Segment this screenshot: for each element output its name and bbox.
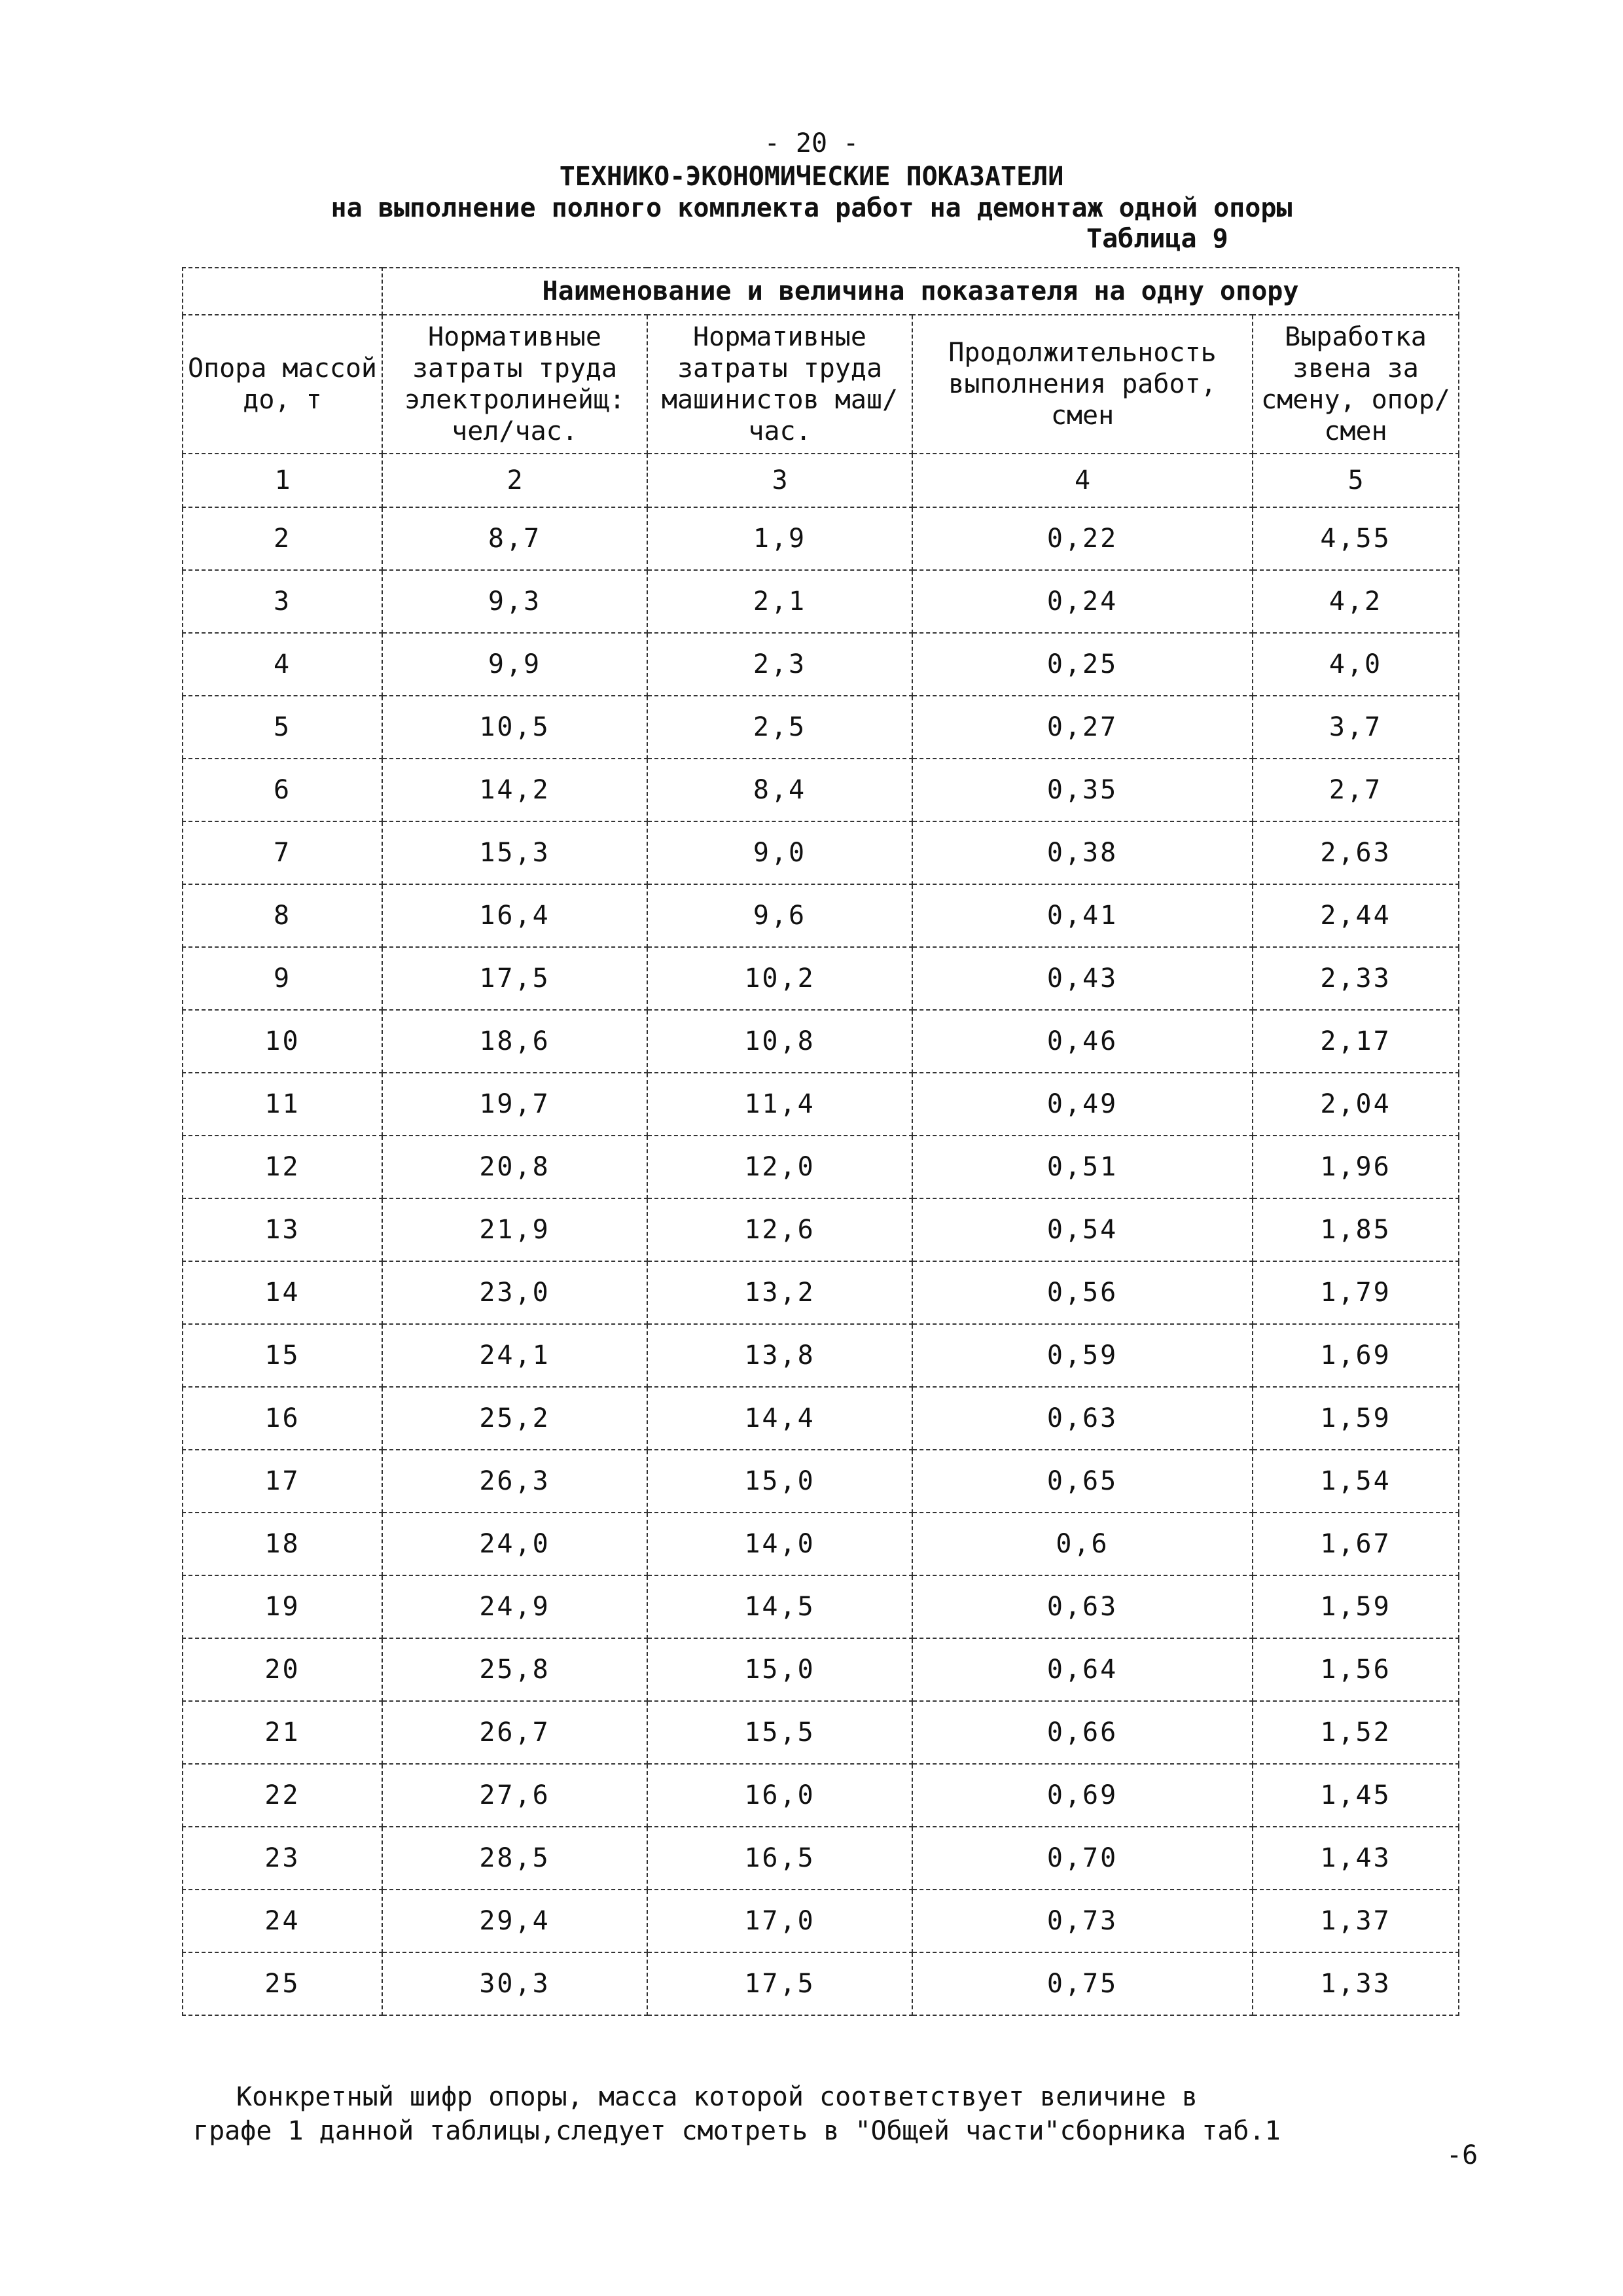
cell-labor-electricians: 24,9 bbox=[382, 1575, 647, 1638]
cell-duration: 0,69 bbox=[912, 1764, 1253, 1827]
cell-labor-electricians: 26,3 bbox=[382, 1450, 647, 1513]
cell-output: 1,45 bbox=[1253, 1764, 1459, 1827]
page-subtitle: на выполнение полного комплекта работ на демонтаж одной опоры bbox=[330, 193, 1293, 223]
cell-mass: 3 bbox=[183, 570, 382, 633]
cell-labor-electricians: 26,7 bbox=[382, 1701, 647, 1764]
cell-labor-electricians: 23,0 bbox=[382, 1261, 647, 1324]
cell-output: 1,59 bbox=[1253, 1575, 1459, 1638]
page-code: -6 bbox=[1446, 2140, 1478, 2170]
cell-output: 1,96 bbox=[1253, 1136, 1459, 1198]
table-row bbox=[183, 1827, 1459, 1890]
cell-labor-operators: 2,3 bbox=[647, 633, 912, 696]
cell-labor-operators: 12,0 bbox=[647, 1136, 912, 1198]
cell-mass: 13 bbox=[183, 1198, 382, 1261]
cell-labor-operators: 15,5 bbox=[647, 1701, 912, 1764]
column-number: 4 bbox=[912, 454, 1253, 507]
cell-mass: 23 bbox=[183, 1827, 382, 1890]
cell-labor-operators: 17,0 bbox=[647, 1890, 912, 1952]
table-row bbox=[183, 1261, 1459, 1324]
cell-duration: 0,22 bbox=[912, 507, 1253, 570]
column-number: 2 bbox=[382, 454, 647, 507]
cell-duration: 0,27 bbox=[912, 696, 1253, 759]
cell-mass: 25 bbox=[183, 1952, 382, 2015]
cell-mass: 20 bbox=[183, 1638, 382, 1701]
column-number-row bbox=[183, 454, 1459, 507]
cell-labor-electricians: 25,2 bbox=[382, 1387, 647, 1450]
cell-labor-operators: 14,5 bbox=[647, 1575, 912, 1638]
header-corner-cell bbox=[183, 268, 382, 315]
cell-mass: 22 bbox=[183, 1764, 382, 1827]
cell-labor-operators: 1,9 bbox=[647, 507, 912, 570]
cell-output: 2,17 bbox=[1253, 1010, 1459, 1073]
page-title: ТЕХНИКО-ЭКОНОМИЧЕСКИЕ ПОКАЗАТЕЛИ bbox=[559, 162, 1064, 192]
col-header-output: Выработка звена за смену, опор/смен bbox=[1253, 315, 1459, 454]
table-row bbox=[183, 696, 1459, 759]
cell-output: 4,2 bbox=[1253, 570, 1459, 633]
cell-mass: 21 bbox=[183, 1701, 382, 1764]
column-number: 1 bbox=[183, 454, 382, 507]
cell-mass: 24 bbox=[183, 1890, 382, 1952]
cell-duration: 0,38 bbox=[912, 821, 1253, 884]
cell-output: 1,37 bbox=[1253, 1890, 1459, 1952]
cell-output: 1,67 bbox=[1253, 1513, 1459, 1575]
table-row bbox=[183, 633, 1459, 696]
cell-labor-operators: 16,0 bbox=[647, 1764, 912, 1827]
cell-labor-electricians: 14,2 bbox=[382, 759, 647, 821]
column-number: 3 bbox=[647, 454, 912, 507]
table-row bbox=[183, 1136, 1459, 1198]
cell-labor-electricians: 19,7 bbox=[382, 1073, 647, 1136]
cell-duration: 0,59 bbox=[912, 1324, 1253, 1387]
cell-output: 2,44 bbox=[1253, 884, 1459, 947]
cell-labor-electricians: 24,0 bbox=[382, 1513, 647, 1575]
table-row bbox=[183, 570, 1459, 633]
col-header-duration: Продолжительность выполнения работ, смен bbox=[912, 315, 1253, 454]
cell-mass: 10 bbox=[183, 1010, 382, 1073]
cell-labor-operators: 2,1 bbox=[647, 570, 912, 633]
cell-labor-electricians: 9,9 bbox=[382, 633, 647, 696]
cell-duration: 0,24 bbox=[912, 570, 1253, 633]
table-row bbox=[183, 884, 1459, 947]
cell-labor-electricians: 30,3 bbox=[382, 1952, 647, 2015]
table-row bbox=[183, 1513, 1459, 1575]
table-row bbox=[183, 1010, 1459, 1073]
table-row bbox=[183, 1952, 1459, 2015]
cell-output: 1,52 bbox=[1253, 1701, 1459, 1764]
column-number: 5 bbox=[1253, 454, 1459, 507]
cell-duration: 0,64 bbox=[912, 1638, 1253, 1701]
cell-mass: 18 bbox=[183, 1513, 382, 1575]
cell-duration: 0,49 bbox=[912, 1073, 1253, 1136]
footnote-line-1: Конкретный шифр опоры, масса которой соответствует величине в bbox=[236, 2082, 1198, 2112]
cell-labor-operators: 15,0 bbox=[647, 1638, 912, 1701]
cell-duration: 0,65 bbox=[912, 1450, 1253, 1513]
col-header-mass: Опора массой до, т bbox=[183, 315, 382, 454]
table-row bbox=[183, 821, 1459, 884]
header-row-top bbox=[183, 268, 1459, 315]
table-row bbox=[183, 1575, 1459, 1638]
col-header-labor-operators: Нормативные затраты труда машинистов маш/час. bbox=[647, 315, 912, 454]
cell-mass: 14 bbox=[183, 1261, 382, 1324]
footnote-line-2: графе 1 данной таблицы,следует смотреть в "Общей части"сборника таб.1 bbox=[193, 2116, 1281, 2146]
cell-output: 1,43 bbox=[1253, 1827, 1459, 1890]
cell-output: 2,04 bbox=[1253, 1073, 1459, 1136]
cell-output: 1,79 bbox=[1253, 1261, 1459, 1324]
page-number: - 20 - bbox=[764, 128, 859, 158]
table-label: Таблица 9 bbox=[1086, 224, 1228, 254]
cell-labor-operators: 16,5 bbox=[647, 1827, 912, 1890]
cell-mass: 6 bbox=[183, 759, 382, 821]
cell-output: 4,0 bbox=[1253, 633, 1459, 696]
cell-mass: 16 bbox=[183, 1387, 382, 1450]
cell-mass: 9 bbox=[183, 947, 382, 1010]
col-header-labor-electricians: Нормативные затраты труда электролинейщ: чел/час. bbox=[382, 315, 647, 454]
cell-output: 2,63 bbox=[1253, 821, 1459, 884]
cell-labor-electricians: 8,7 bbox=[382, 507, 647, 570]
cell-labor-electricians: 17,5 bbox=[382, 947, 647, 1010]
cell-mass: 15 bbox=[183, 1324, 382, 1387]
cell-labor-electricians: 28,5 bbox=[382, 1827, 647, 1890]
cell-duration: 0,43 bbox=[912, 947, 1253, 1010]
cell-labor-operators: 13,2 bbox=[647, 1261, 912, 1324]
cell-labor-operators: 11,4 bbox=[647, 1073, 912, 1136]
cell-mass: 2 bbox=[183, 507, 382, 570]
cell-output: 2,7 bbox=[1253, 759, 1459, 821]
cell-output: 3,7 bbox=[1253, 696, 1459, 759]
cell-duration: 0,54 bbox=[912, 1198, 1253, 1261]
cell-labor-electricians: 16,4 bbox=[382, 884, 647, 947]
cell-duration: 0,66 bbox=[912, 1701, 1253, 1764]
table-row bbox=[183, 507, 1459, 570]
table-row bbox=[183, 759, 1459, 821]
cell-labor-operators: 14,4 bbox=[647, 1387, 912, 1450]
cell-duration: 0,70 bbox=[912, 1827, 1253, 1890]
cell-duration: 0,73 bbox=[912, 1890, 1253, 1952]
cell-mass: 11 bbox=[183, 1073, 382, 1136]
cell-mass: 17 bbox=[183, 1450, 382, 1513]
cell-labor-electricians: 25,8 bbox=[382, 1638, 647, 1701]
cell-output: 4,55 bbox=[1253, 507, 1459, 570]
cell-labor-operators: 15,0 bbox=[647, 1450, 912, 1513]
cell-labor-electricians: 9,3 bbox=[382, 570, 647, 633]
cell-duration: 0,51 bbox=[912, 1136, 1253, 1198]
cell-mass: 5 bbox=[183, 696, 382, 759]
cell-labor-electricians: 15,3 bbox=[382, 821, 647, 884]
cell-duration: 0,46 bbox=[912, 1010, 1253, 1073]
cell-labor-operators: 9,0 bbox=[647, 821, 912, 884]
cell-labor-electricians: 24,1 bbox=[382, 1324, 647, 1387]
table-row bbox=[183, 1198, 1459, 1261]
cell-output: 1,59 bbox=[1253, 1387, 1459, 1450]
cell-duration: 0,56 bbox=[912, 1261, 1253, 1324]
cell-labor-operators: 10,8 bbox=[647, 1010, 912, 1073]
cell-labor-operators: 13,8 bbox=[647, 1324, 912, 1387]
cell-duration: 0,25 bbox=[912, 633, 1253, 696]
cell-output: 2,33 bbox=[1253, 947, 1459, 1010]
table-row bbox=[183, 1764, 1459, 1827]
cell-labor-operators: 2,5 bbox=[647, 696, 912, 759]
cell-labor-operators: 12,6 bbox=[647, 1198, 912, 1261]
cell-duration: 0,35 bbox=[912, 759, 1253, 821]
cell-labor-electricians: 20,8 bbox=[382, 1136, 647, 1198]
cell-duration: 0,41 bbox=[912, 884, 1253, 947]
header-span-cell: Наименование и величина показателя на одну опору bbox=[382, 268, 1459, 315]
cell-output: 1,85 bbox=[1253, 1198, 1459, 1261]
footnote bbox=[193, 2080, 1502, 2148]
cell-mass: 7 bbox=[183, 821, 382, 884]
cell-output: 1,33 bbox=[1253, 1952, 1459, 2015]
cell-output: 1,56 bbox=[1253, 1638, 1459, 1701]
cell-mass: 8 bbox=[183, 884, 382, 947]
table-row bbox=[183, 1073, 1459, 1136]
table-row bbox=[183, 1638, 1459, 1701]
cell-duration: 0,63 bbox=[912, 1575, 1253, 1638]
cell-labor-operators: 10,2 bbox=[647, 947, 912, 1010]
cell-mass: 4 bbox=[183, 633, 382, 696]
indicators-table bbox=[182, 267, 1459, 2016]
cell-labor-electricians: 27,6 bbox=[382, 1764, 647, 1827]
table-row bbox=[183, 1387, 1459, 1450]
cell-labor-electricians: 18,6 bbox=[382, 1010, 647, 1073]
cell-labor-electricians: 10,5 bbox=[382, 696, 647, 759]
cell-mass: 19 bbox=[183, 1575, 382, 1638]
table-row bbox=[183, 1890, 1459, 1952]
cell-labor-operators: 8,4 bbox=[647, 759, 912, 821]
cell-labor-electricians: 21,9 bbox=[382, 1198, 647, 1261]
cell-mass: 12 bbox=[183, 1136, 382, 1198]
cell-duration: 0,63 bbox=[912, 1387, 1253, 1450]
table-row bbox=[183, 1324, 1459, 1387]
table-row bbox=[183, 947, 1459, 1010]
header-row bbox=[183, 315, 1459, 454]
cell-labor-operators: 14,0 bbox=[647, 1513, 912, 1575]
cell-output: 1,54 bbox=[1253, 1450, 1459, 1513]
cell-labor-electricians: 29,4 bbox=[382, 1890, 647, 1952]
cell-output: 1,69 bbox=[1253, 1324, 1459, 1387]
cell-labor-operators: 17,5 bbox=[647, 1952, 912, 2015]
table-row bbox=[183, 1701, 1459, 1764]
cell-duration: 0,75 bbox=[912, 1952, 1253, 2015]
cell-duration: 0,6 bbox=[912, 1513, 1253, 1575]
cell-labor-operators: 9,6 bbox=[647, 884, 912, 947]
table-row bbox=[183, 1450, 1459, 1513]
